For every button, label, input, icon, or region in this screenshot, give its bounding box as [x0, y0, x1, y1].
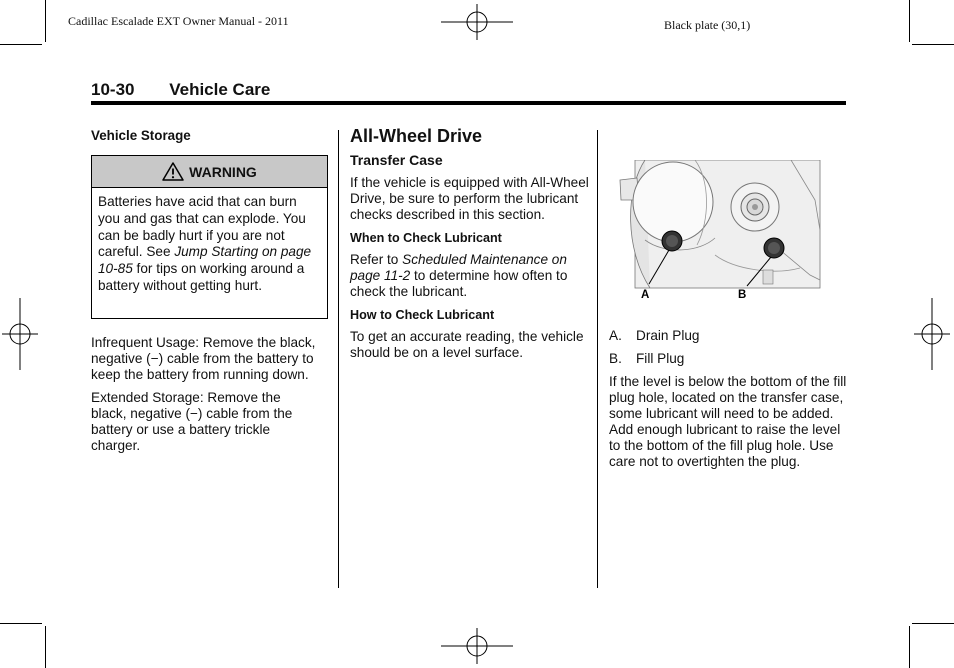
crop-mark	[45, 626, 46, 668]
transfer-case-illustration	[615, 160, 821, 302]
when-to-check-heading: When to Check Lubricant	[350, 231, 502, 245]
plate-label: Black plate (30,1)	[664, 18, 751, 32]
warning-text-end: for tips on working around a battery without getting hurt.	[98, 261, 305, 293]
maintenance-reference: Scheduled Maintenance on page 11-2	[350, 252, 567, 283]
warning-title: WARNING	[189, 163, 257, 180]
warning-header	[92, 156, 327, 188]
column-divider	[338, 130, 339, 588]
manual-title: Cadillac Escalade EXT Owner Manual - 2011	[68, 14, 289, 28]
crop-mark	[912, 44, 954, 45]
left-column-body	[91, 335, 319, 461]
when-to-check-paragraph	[350, 252, 590, 300]
crop-mark	[0, 623, 42, 624]
crop-mark	[909, 0, 910, 42]
extended-storage-paragraph: Extended Storage: Remove the black, negative (−) cable from the battery or use a battery trickle charger.	[91, 390, 293, 453]
how-to-check-heading: How to Check Lubricant	[350, 308, 495, 322]
how-to-check-paragraph: To get an accurate reading, the vehicle should be on a level surface.	[350, 329, 584, 360]
warning-reference: Jump Starting on page 10-85	[98, 244, 312, 277]
legend-item-b	[609, 351, 849, 367]
registration-mark-icon	[2, 298, 38, 370]
warning-box	[91, 155, 328, 319]
warning-triangle-icon	[162, 162, 184, 181]
infrequent-usage-paragraph: Infrequent Usage: Remove the black, negative (−) cable from the battery to keep the battery from running down.	[91, 335, 316, 382]
crop-mark	[45, 0, 46, 42]
crop-mark	[0, 44, 42, 45]
legend-item-a	[609, 328, 849, 344]
header-rule	[91, 101, 846, 105]
left-column	[91, 128, 327, 144]
when-text-end: to determine how often to check the lubricant.	[350, 268, 568, 299]
legend-key-a: A.	[609, 328, 622, 343]
warning-text	[92, 188, 327, 295]
figure-label-b: B	[738, 289, 747, 301]
crop-mark	[912, 623, 954, 624]
vehicle-storage-heading: Vehicle Storage	[91, 128, 191, 143]
crop-mark	[909, 626, 910, 668]
awd-intro-paragraph: If the vehicle is equipped with All-Wheel Drive, be sure to perform the lubricant checks described in this section.	[350, 175, 589, 222]
registration-mark-icon	[441, 4, 513, 40]
section-title: Vehicle Care	[169, 80, 271, 99]
legend-text-a: Drain Plug	[636, 328, 700, 343]
column-divider	[597, 130, 598, 588]
legend-key-b: B.	[609, 351, 622, 366]
page-header	[91, 80, 270, 100]
registration-mark-icon	[441, 628, 513, 664]
transfer-case-heading: Transfer Case	[350, 152, 443, 168]
when-text-start: Refer to	[350, 252, 403, 267]
fill-level-paragraph: If the level is below the bottom of the fill plug hole, located on the transfer case, some lubricant will need to be added. Add enough lubricant to raise the level to the bottom of the fill plug hole. Use care not to overtighten the plug.	[609, 374, 847, 469]
warning-text-start: Batteries have acid that can burn you and gas that can explode. You can be badly hurt if you are not careful. See	[98, 194, 306, 260]
figure-label-a: A	[641, 289, 650, 301]
all-wheel-drive-title: All-Wheel Drive	[350, 126, 483, 146]
registration-mark-icon	[914, 298, 950, 370]
middle-column	[350, 128, 590, 368]
right-column-body	[609, 328, 849, 477]
page-number: 10-30	[91, 80, 135, 99]
legend-text-b: Fill Plug	[636, 351, 685, 366]
